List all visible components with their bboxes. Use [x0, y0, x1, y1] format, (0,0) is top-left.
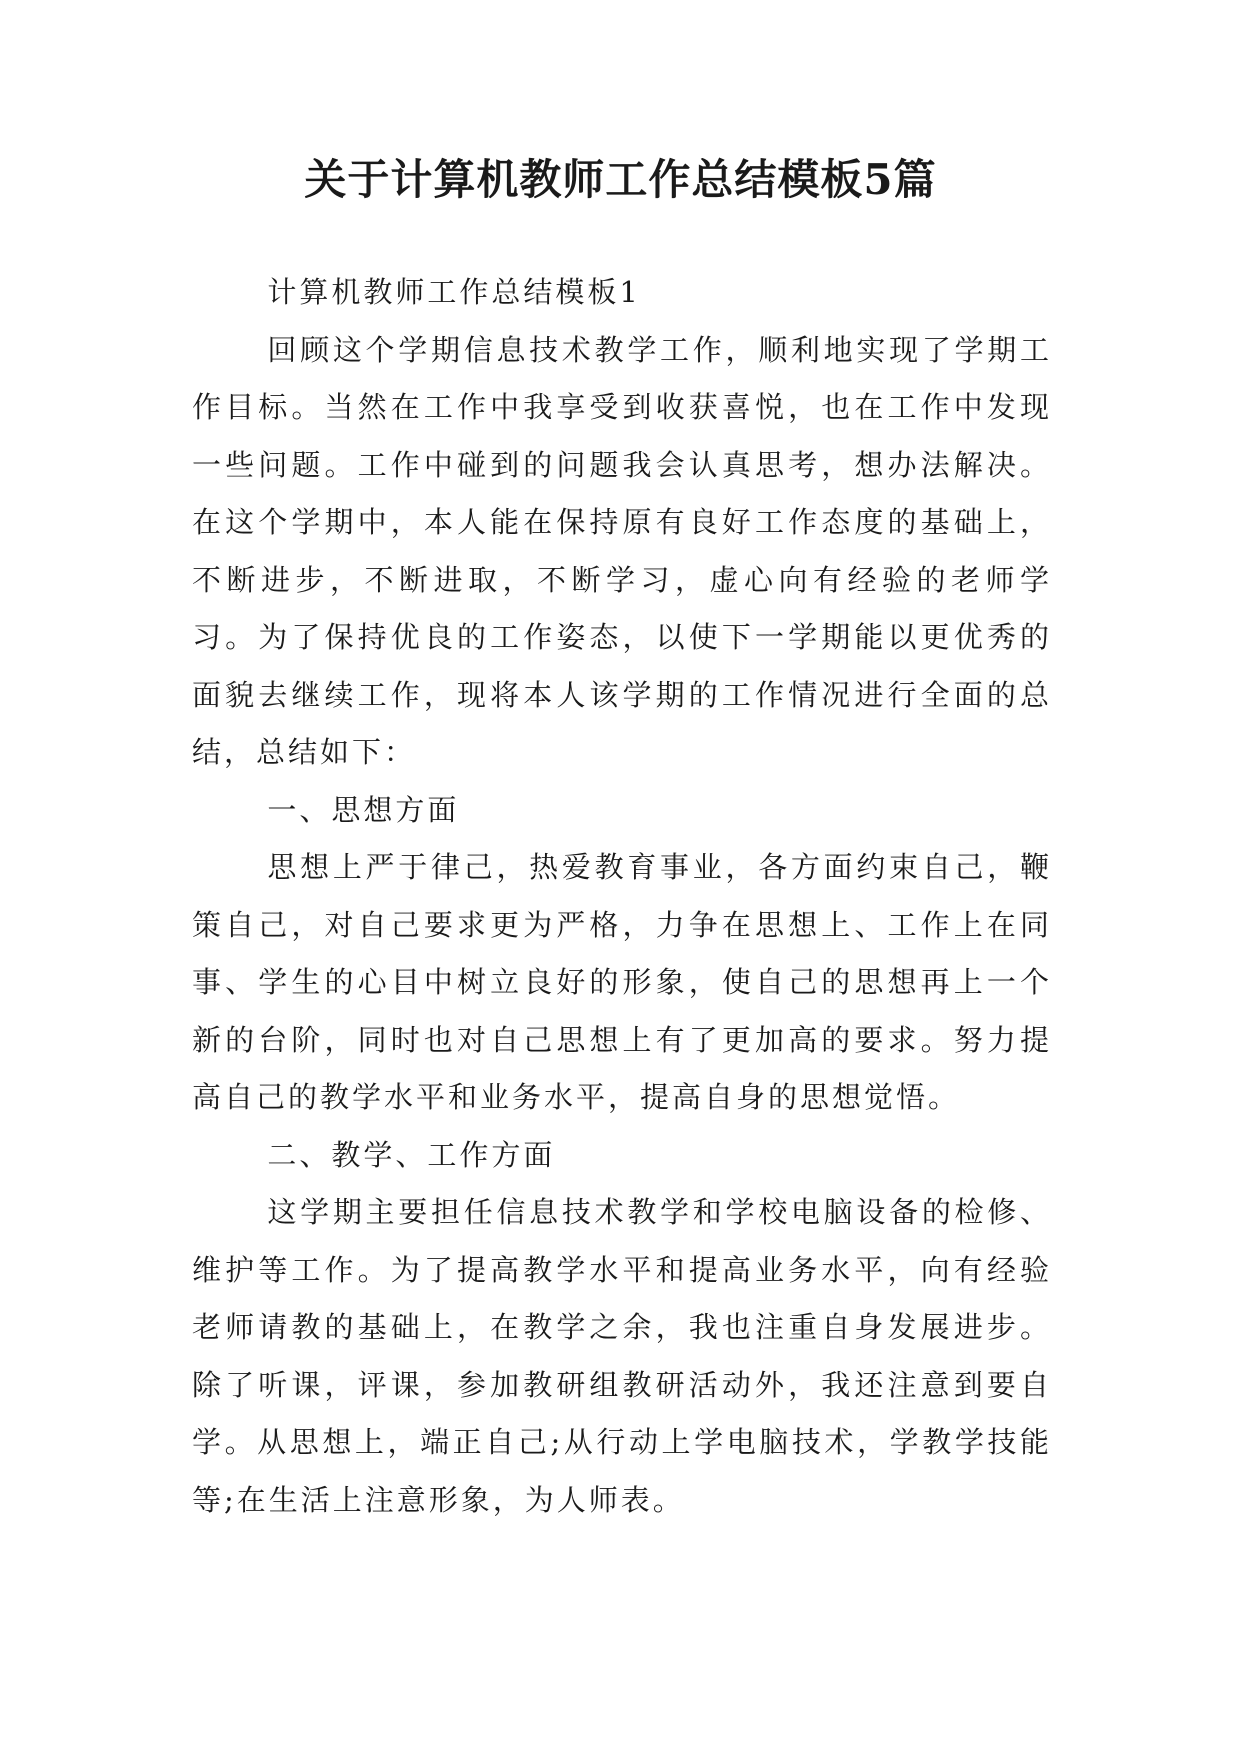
- section-heading-thought: 一、思想方面: [267, 792, 460, 827]
- intro-paragraph: 回顾这个学期信息技术教学工作，顺利地实现了学期工作目标。当然在工作中我享受到收获喜悦，也在工作中发现一些问题。工作中碰到的问题我会认真思考，想办法解决。在这个学期中，本人能在保持原有良好工作态度的基础上，不断进步，不断进取，不断学习，虚心向有经验的老师学习。为了保持优良的工作姿态，以使下一学期能以更优秀的面貌去继续工作，现将本人该学期的工作情况进行全面的总结，总结如下：: [192, 332, 1052, 769]
- section-heading-template-1: 计算机教师工作总结模板1: [267, 275, 641, 309]
- document-title: 关于计算机教师工作总结模板5篇: [304, 155, 937, 204]
- thought-paragraph: 思想上严于律己，热爱教育事业，各方面约束自己，鞭策自己，对自己要求更为严格，力争在思想上、工作上在同事、学生的心目中树立良好的形象，使自己的思想再上一个新的台阶，同时也对自己思想上有了更加高的要求。努力提高自己的教学水平和业务水平，提高自身的思想觉悟。: [192, 850, 1052, 1114]
- document-body: [192, 264, 1052, 1529]
- teaching-paragraph: 这学期主要担任信息技术教学和学校电脑设备的检修、维护等工作。为了提高教学水平和提高业务水平，向有经验老师请教的基础上，在教学之余，我也注重自身发展进步。除了听课，评课，参加教研组教研活动外，我还注意到要自学。从思想上，端正自己;从行动上学电脑技术，学教学技能等;在生活上注意形象，为人师表。: [192, 1195, 1052, 1517]
- section-heading-teaching: 二、教学、工作方面: [267, 1137, 556, 1172]
